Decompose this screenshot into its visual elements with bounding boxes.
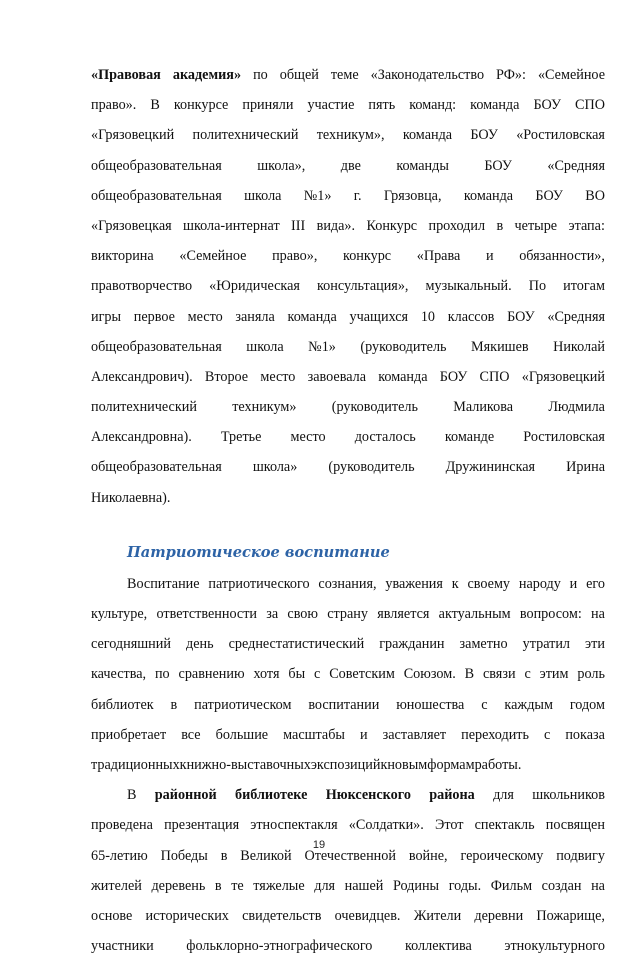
text-line	[91, 181, 605, 211]
word: «Семейное	[179, 248, 247, 265]
word: музыкальный.	[425, 278, 512, 295]
word: качества,	[91, 666, 147, 683]
text-line	[91, 871, 605, 901]
text-line	[91, 241, 605, 271]
word: Родины	[392, 877, 440, 894]
word: с	[481, 696, 488, 713]
word: школьников	[532, 787, 605, 804]
word: день	[185, 636, 214, 653]
word: с	[543, 726, 551, 743]
word: команде	[444, 429, 495, 446]
word: Этот	[434, 817, 464, 834]
word: и	[485, 248, 494, 265]
word: Воспитание	[127, 575, 200, 592]
word: этноспектакля	[250, 817, 338, 834]
word: уважения	[385, 575, 443, 592]
text-line	[91, 271, 605, 301]
word: БОУ	[484, 157, 512, 174]
text-line	[91, 690, 605, 720]
word: СПО	[479, 368, 510, 385]
word: По	[528, 278, 547, 295]
text-line	[91, 659, 605, 689]
word: работы.	[474, 756, 522, 773]
word: этим	[539, 666, 569, 683]
word: свою	[287, 606, 318, 622]
word: его	[586, 575, 605, 592]
word: приняли	[242, 97, 294, 114]
word: «Грязовецкий	[521, 368, 605, 385]
word: БОУ	[535, 187, 563, 204]
word: подвигу	[556, 847, 605, 864]
word: место	[290, 429, 326, 446]
text-line	[91, 422, 605, 452]
word: свидетельств	[242, 907, 322, 924]
word: право»,	[272, 248, 318, 265]
word: Фильм	[490, 877, 533, 894]
word: школа	[244, 187, 282, 204]
word: Ростиловская	[523, 429, 605, 446]
word: конкурс	[343, 248, 392, 265]
word: каждым	[504, 696, 553, 713]
word: «Законодательство	[370, 67, 485, 83]
paragraph-patriotic-upbringing	[91, 569, 605, 780]
text-line	[91, 392, 605, 422]
word: заметно	[459, 636, 508, 653]
word: Жители	[413, 907, 462, 924]
text-line	[91, 302, 605, 332]
word: презентация	[164, 817, 240, 834]
word: героическому	[460, 847, 544, 864]
word: Мякишев	[471, 338, 529, 355]
word: заставляет	[382, 726, 447, 743]
word: исторических	[145, 907, 229, 924]
word: Дружининская	[445, 459, 536, 476]
word: «Средняя	[547, 157, 605, 174]
word: В	[150, 97, 160, 114]
word: III	[291, 217, 306, 234]
word: роль	[577, 666, 605, 683]
word: команда	[287, 308, 337, 325]
word: большие	[215, 726, 269, 743]
word: на	[591, 877, 605, 894]
word: 10	[420, 308, 435, 325]
word: традиционных	[91, 756, 180, 773]
word: эти	[585, 636, 605, 653]
word: досталось	[354, 429, 416, 446]
word: деревень	[151, 877, 206, 894]
word: связи	[483, 666, 516, 683]
word: правотворчество	[91, 278, 193, 295]
word: РФ»:	[496, 67, 526, 83]
word: БОУ	[533, 97, 561, 114]
word: с	[524, 666, 531, 683]
paragraph-legal-academy	[91, 60, 605, 513]
word: Союзом.	[403, 666, 456, 683]
word: является	[377, 606, 430, 622]
word: очевидцев.	[334, 907, 401, 924]
word: те	[231, 877, 244, 894]
word: №1»	[308, 338, 336, 355]
word: проведена	[91, 817, 153, 834]
text-line	[91, 780, 605, 810]
text-line	[91, 332, 605, 362]
word: в	[214, 877, 222, 894]
word: библиотеке	[234, 787, 308, 804]
word: сознания,	[318, 575, 377, 592]
word: общеобразовательная	[91, 187, 222, 204]
word: политехнический	[91, 399, 197, 416]
word: Победы	[160, 847, 208, 864]
word: приобретает	[91, 726, 167, 743]
word: викторина	[91, 248, 154, 265]
text-line	[91, 120, 605, 150]
word: районной	[154, 787, 217, 804]
word: масштабы	[283, 726, 345, 743]
text-line	[91, 810, 605, 840]
word: Маликова	[453, 399, 514, 416]
text-line	[91, 720, 605, 750]
word: за	[266, 606, 279, 622]
page-number: 19	[312, 839, 326, 851]
word: СПО	[575, 97, 605, 114]
word: Второе	[204, 368, 249, 385]
word: гражданин	[379, 636, 445, 653]
word: команд:	[409, 97, 457, 114]
word: техникум»	[232, 399, 297, 416]
word: района	[429, 787, 475, 804]
word: патриотическом	[194, 696, 292, 713]
word: экспозиций	[310, 756, 381, 773]
word: сравнению	[178, 666, 245, 683]
word: народу	[518, 575, 561, 592]
word: и	[569, 575, 578, 592]
word: годы.	[448, 877, 482, 894]
word: школа»,	[257, 157, 306, 174]
word: «Права	[416, 248, 461, 265]
word: хотя	[253, 666, 280, 683]
word: «Юридическая	[209, 278, 300, 295]
word: книжно-выставочных	[179, 756, 311, 773]
word: «Правовая	[91, 67, 161, 83]
word: завоевала	[307, 368, 367, 385]
word: команды	[396, 157, 449, 174]
word: переходить	[461, 726, 529, 743]
word: нашей	[344, 877, 384, 894]
word: (руководитель	[360, 338, 447, 355]
word: общеобразовательная	[91, 338, 222, 355]
page-content	[91, 60, 605, 961]
text-line	[91, 452, 605, 482]
word: в	[170, 696, 178, 713]
word: конкурсе	[173, 97, 229, 114]
text-line	[91, 60, 605, 90]
word: место	[187, 308, 223, 325]
word: своему	[467, 575, 511, 592]
word: сегодняшний	[91, 636, 171, 653]
word: спектакль	[474, 817, 535, 834]
word: этнокультурного	[504, 938, 605, 955]
word: юношества	[396, 696, 465, 713]
word: заняла	[235, 308, 275, 325]
word: страну	[327, 606, 368, 622]
word: к	[451, 575, 459, 592]
word: Людмила	[548, 399, 605, 416]
text-line	[91, 599, 605, 629]
word: общеобразовательная	[91, 157, 222, 174]
word: все	[181, 726, 201, 743]
word: на	[591, 606, 605, 622]
paragraph-soldatki	[91, 780, 605, 961]
word: обязанности»,	[519, 248, 605, 265]
word: В	[464, 666, 475, 683]
word: среднестатистический	[228, 636, 365, 653]
word: «Ростиловская	[516, 127, 605, 144]
word: коллектива	[404, 938, 472, 955]
word: бы	[288, 666, 306, 683]
word: проходил	[428, 217, 486, 234]
word: Грязовца,	[383, 187, 442, 204]
word: №1»	[303, 187, 332, 204]
word: создан	[541, 877, 582, 894]
word: В	[127, 787, 137, 804]
word: для	[314, 877, 336, 894]
word: Великой	[240, 847, 292, 864]
word: консультация»,	[317, 278, 409, 295]
word: Конкурс	[366, 217, 418, 234]
word: пять	[368, 97, 396, 114]
word: посвящен	[545, 817, 605, 834]
word: общей	[279, 67, 319, 83]
word: «Солдатки».	[348, 817, 424, 834]
word: учащихся	[349, 308, 409, 325]
word: «Семейное	[537, 67, 605, 83]
word: команда	[378, 368, 428, 385]
word: по	[253, 67, 268, 83]
word: Ирина	[566, 459, 605, 476]
word: команда	[470, 97, 520, 114]
word: Отечественной	[304, 847, 396, 864]
word: теме	[330, 67, 359, 83]
text-line	[91, 629, 605, 659]
word: ВО	[585, 187, 605, 204]
word: две	[340, 157, 361, 174]
word: г.	[353, 187, 362, 204]
word: ответственности	[156, 606, 257, 622]
word: утратил	[522, 636, 571, 653]
word: культуре,	[91, 606, 148, 622]
word: БОУ	[507, 308, 535, 325]
word: вопросом:	[519, 606, 582, 622]
word: академия»	[172, 67, 242, 83]
word: «Средняя	[547, 308, 605, 325]
word: Нюксенского	[325, 787, 411, 804]
word: фольклорно-этнографического	[186, 938, 373, 955]
word: Александрович).	[91, 368, 193, 385]
word: общеобразовательная	[91, 459, 222, 476]
word: этапа:	[568, 217, 605, 234]
word: (руководитель	[328, 459, 415, 476]
word: техникум»,	[316, 127, 385, 144]
word: команда	[402, 127, 453, 144]
word: БОУ	[439, 368, 468, 385]
word: политехнический	[192, 127, 299, 144]
word: войне,	[408, 847, 448, 864]
word: БОУ	[470, 127, 498, 144]
word: и	[360, 726, 368, 743]
word: воспитании	[308, 696, 380, 713]
word: 65-летию	[91, 847, 148, 864]
text-line	[91, 931, 605, 961]
word: место	[260, 368, 296, 385]
word: для	[493, 787, 514, 804]
text-line	[91, 90, 605, 120]
word: жителей	[91, 877, 142, 894]
word: итогам	[563, 278, 605, 295]
text-line	[91, 151, 605, 181]
word: Пожарище,	[536, 907, 605, 924]
word: к	[380, 756, 388, 773]
word: годом	[569, 696, 605, 713]
text-line	[91, 211, 605, 241]
word: тяжелые	[253, 877, 305, 894]
word: деревни	[474, 907, 524, 924]
word: показа	[565, 726, 605, 743]
word: «Грязовецкая	[91, 217, 172, 234]
word: участники	[91, 938, 154, 955]
word: школа»	[252, 459, 298, 476]
word: участие	[307, 97, 355, 114]
text-line	[91, 901, 605, 931]
text-line	[91, 750, 605, 780]
word: «Грязовецкий	[91, 127, 175, 144]
word: с	[314, 666, 321, 683]
word: классов	[447, 308, 495, 325]
text-line	[91, 362, 605, 392]
word: Александровна).	[91, 429, 192, 446]
word: школа	[246, 338, 284, 355]
text-line	[91, 483, 605, 513]
word: по	[154, 666, 170, 683]
word: формам	[427, 756, 475, 773]
word: Николаевна).	[91, 489, 171, 506]
word: новым	[387, 756, 428, 773]
word: Третье	[220, 429, 262, 446]
word: право».	[91, 97, 137, 114]
word: в	[220, 847, 228, 864]
word: в	[496, 217, 504, 234]
word: (руководитель	[331, 399, 418, 416]
word: команда	[463, 187, 514, 204]
word: библиотек	[91, 696, 154, 713]
word: четыре	[514, 217, 558, 234]
word: актуальным	[438, 606, 511, 622]
word: вида».	[316, 217, 356, 234]
word: Советским	[329, 666, 395, 683]
word: патриотического	[208, 575, 310, 592]
text-line	[91, 569, 605, 599]
word: основе	[91, 907, 133, 924]
word: первое	[133, 308, 175, 325]
word: Николай	[553, 338, 605, 355]
section-heading: Патриотическое воспитание	[127, 543, 390, 561]
word: школа-интернат	[183, 217, 280, 234]
word: игры	[91, 308, 122, 325]
